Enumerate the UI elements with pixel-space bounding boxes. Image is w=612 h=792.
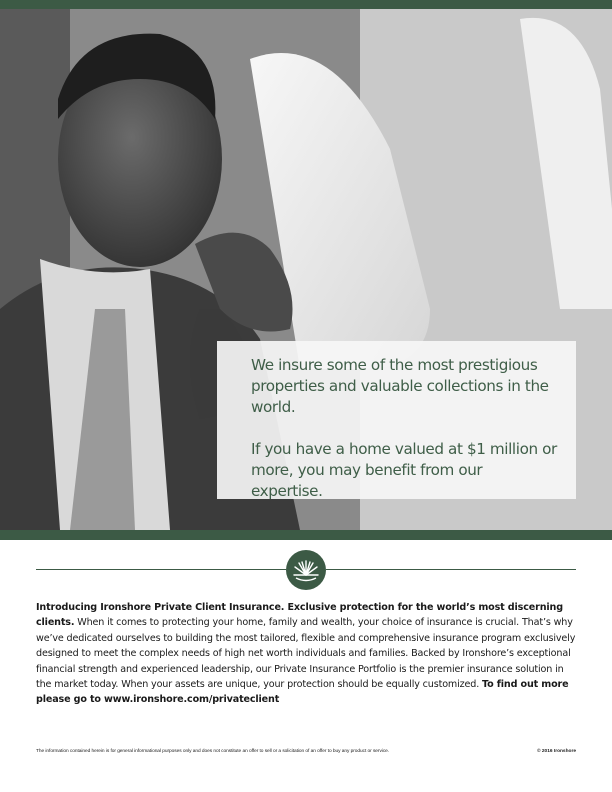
body-text: When it comes to protecting your home, family and wealth, your choice of insurance is crucial. That’s why we’ve dedicated ourselves to building the most tailored, flexible and comprehensive insurance program exclusively designed to meet the complex needs of high net worth individuals and families. Backed by Ironshore’s exceptional financial strength and experienced leadership, our Private Insurance Portfolio is the premier insurance solution in the market today. When your assets are unique, your protection should be equally customized. <box>36 617 576 691</box>
callout-paragraph-1: We insure some of the most prestigious properties and valuable collections in the world. <box>251 356 549 416</box>
bottom-accent-bar <box>0 530 612 540</box>
top-accent-bar <box>0 0 612 9</box>
body-lead: Introducing Ironshore Private Client Insurance. Exclusive protection for the world’s most discerning clients. <box>36 602 563 629</box>
footer-copyright: © 2016 Ironshore <box>537 749 576 754</box>
footer-disclaimer: The information contained herein is for general informational purposes only and does not constitute an offer to sell or a solicitation of an offer to buy any product or service. <box>36 749 390 754</box>
divider-left <box>36 569 286 570</box>
divider-right <box>326 569 576 570</box>
callout-panel <box>217 341 576 499</box>
body-copy <box>36 600 576 708</box>
body-cta: To find out more please go to www.ironshore.com/privateclient <box>36 679 569 706</box>
ironshore-logo-icon <box>286 550 326 590</box>
callout-paragraph-2: If you have a home valued at $1 million or more, you may benefit from our expertise. <box>251 440 557 500</box>
